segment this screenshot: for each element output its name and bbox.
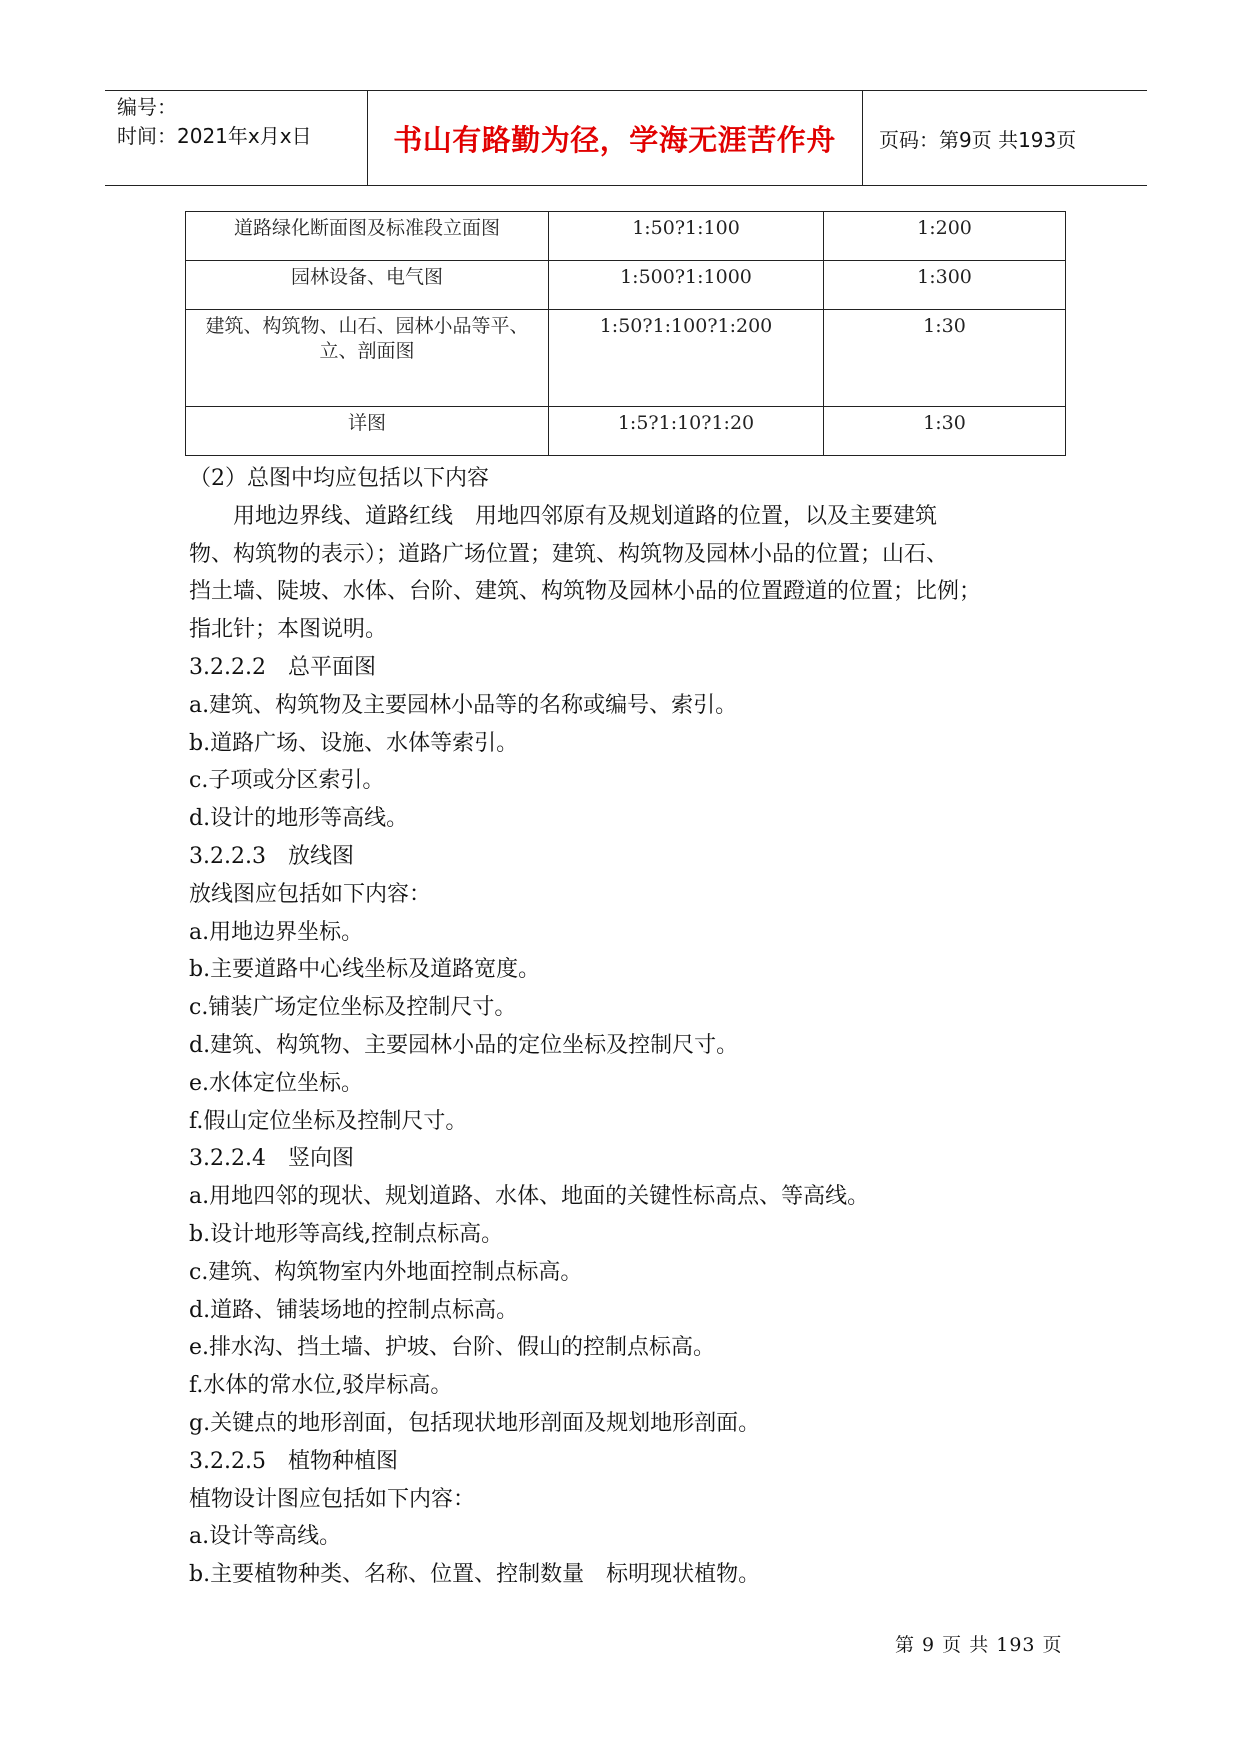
- section-heading: 3.2.2.5 植物种植图: [189, 1448, 398, 1474]
- body-line: 物、构筑物的表示）；道路广场位置；建筑、构筑物及园林小品的位置；山石、: [189, 541, 949, 567]
- page-header: [105, 90, 1147, 186]
- body-line: 用地边界线、道路红线 用地四邻原有及规划道路的位置，以及主要建筑: [189, 503, 938, 529]
- table-row: [186, 407, 1066, 456]
- table-cell-scale: 1:50?1:100: [549, 212, 824, 261]
- section-heading: 3.2.2.4 竖向图: [189, 1146, 354, 1172]
- table-cell-drawing: 建筑、构筑物、山石、园林小品等平、立、剖面图: [186, 310, 549, 407]
- body-line: a.用地边界坐标。: [189, 919, 364, 945]
- header-meta: [117, 93, 367, 151]
- body-text: [189, 460, 1059, 1594]
- body-line: f.假山定位坐标及控制尺寸。: [189, 1108, 468, 1134]
- section-heading: 3.2.2.3 放线图: [189, 843, 354, 869]
- body-line: c.子项或分区索引。: [189, 768, 385, 794]
- body-line: e.水体定位坐标。: [189, 1070, 364, 1096]
- table-row: [186, 261, 1066, 310]
- table-cell-drawing: 园林设备、电气图: [186, 261, 549, 310]
- body-line: f.水体的常水位,驳岸标高。: [189, 1373, 453, 1399]
- body-line: b.道路广场、设施、水体等索引。: [189, 730, 519, 756]
- document-time-label: 时间：2021年x月x日: [117, 124, 312, 148]
- section-heading: 3.2.2.2 总平面图: [189, 654, 376, 680]
- table-cell-drawing: 道路绿化断面图及标准段立面图: [186, 212, 549, 261]
- table-cell-scale: 1:5?1:10?1:20: [549, 407, 824, 456]
- document-number-label: 编号：: [117, 95, 177, 119]
- table-cell-scale: 1:300: [824, 261, 1066, 310]
- table-cell-scale: 1:50?1:100?1:200: [549, 310, 824, 407]
- table-cell-drawing: 详图: [186, 407, 549, 456]
- page-footer: 第 9 页 共 193 页: [895, 1634, 1063, 1656]
- header-page-info: 页码：第9页 共193页: [879, 127, 1077, 152]
- body-line: d.设计的地形等高线。: [189, 806, 409, 832]
- body-line: a.用地四邻的现状、规划道路、水体、地面的关键性标高点、等高线。: [189, 1184, 870, 1210]
- table-row: [186, 310, 1066, 407]
- body-line: 放线图应包括如下内容：: [189, 881, 432, 907]
- body-line: c.建筑、构筑物室内外地面控制点标高。: [189, 1259, 583, 1285]
- header-motto: 书山有路勤为径，学海无涯苦作舟: [393, 122, 836, 157]
- table-cell-scale: 1:30: [824, 310, 1066, 407]
- body-line: a.设计等高线。: [189, 1524, 342, 1550]
- body-line: 指北针；本图说明。: [189, 617, 388, 643]
- table-cell-scale: 1:30: [824, 407, 1066, 456]
- body-line: g.关键点的地形剖面，包括现状地形剖面及规划地形剖面。: [189, 1410, 761, 1436]
- body-line: a.建筑、构筑物及主要园林小品等的名称或编号、索引。: [189, 692, 738, 718]
- body-line: 植物设计图应包括如下内容：: [189, 1486, 476, 1512]
- body-line: d.建筑、构筑物、主要园林小品的定位坐标及控制尺寸。: [189, 1032, 739, 1058]
- table-row: [186, 212, 1066, 261]
- scale-table: [185, 211, 1066, 456]
- table-cell-scale: 1:500?1:1000: [549, 261, 824, 310]
- body-line: e.排水沟、挡土墙、护坡、台阶、假山的控制点标高。: [189, 1335, 716, 1361]
- header-divider-right: [862, 91, 863, 185]
- body-line: b.主要植物种类、名称、位置、控制数量 标明现状植物。: [189, 1562, 761, 1588]
- body-line: b.设计地形等高线,控制点标高。: [189, 1221, 504, 1247]
- table-cell-scale: 1:200: [824, 212, 1066, 261]
- body-line: b.主要道路中心线坐标及道路宽度。: [189, 957, 541, 983]
- body-line: c.铺装广场定位坐标及控制尺寸。: [189, 995, 517, 1021]
- body-line: 挡土墙、陡坡、水体、台阶、建筑、构筑物及园林小品的位置蹬道的位置；比例；: [189, 579, 982, 605]
- body-line: （2）总图中均应包括以下内容: [189, 466, 489, 491]
- body-line: d.道路、铺装场地的控制点标高。: [189, 1297, 519, 1323]
